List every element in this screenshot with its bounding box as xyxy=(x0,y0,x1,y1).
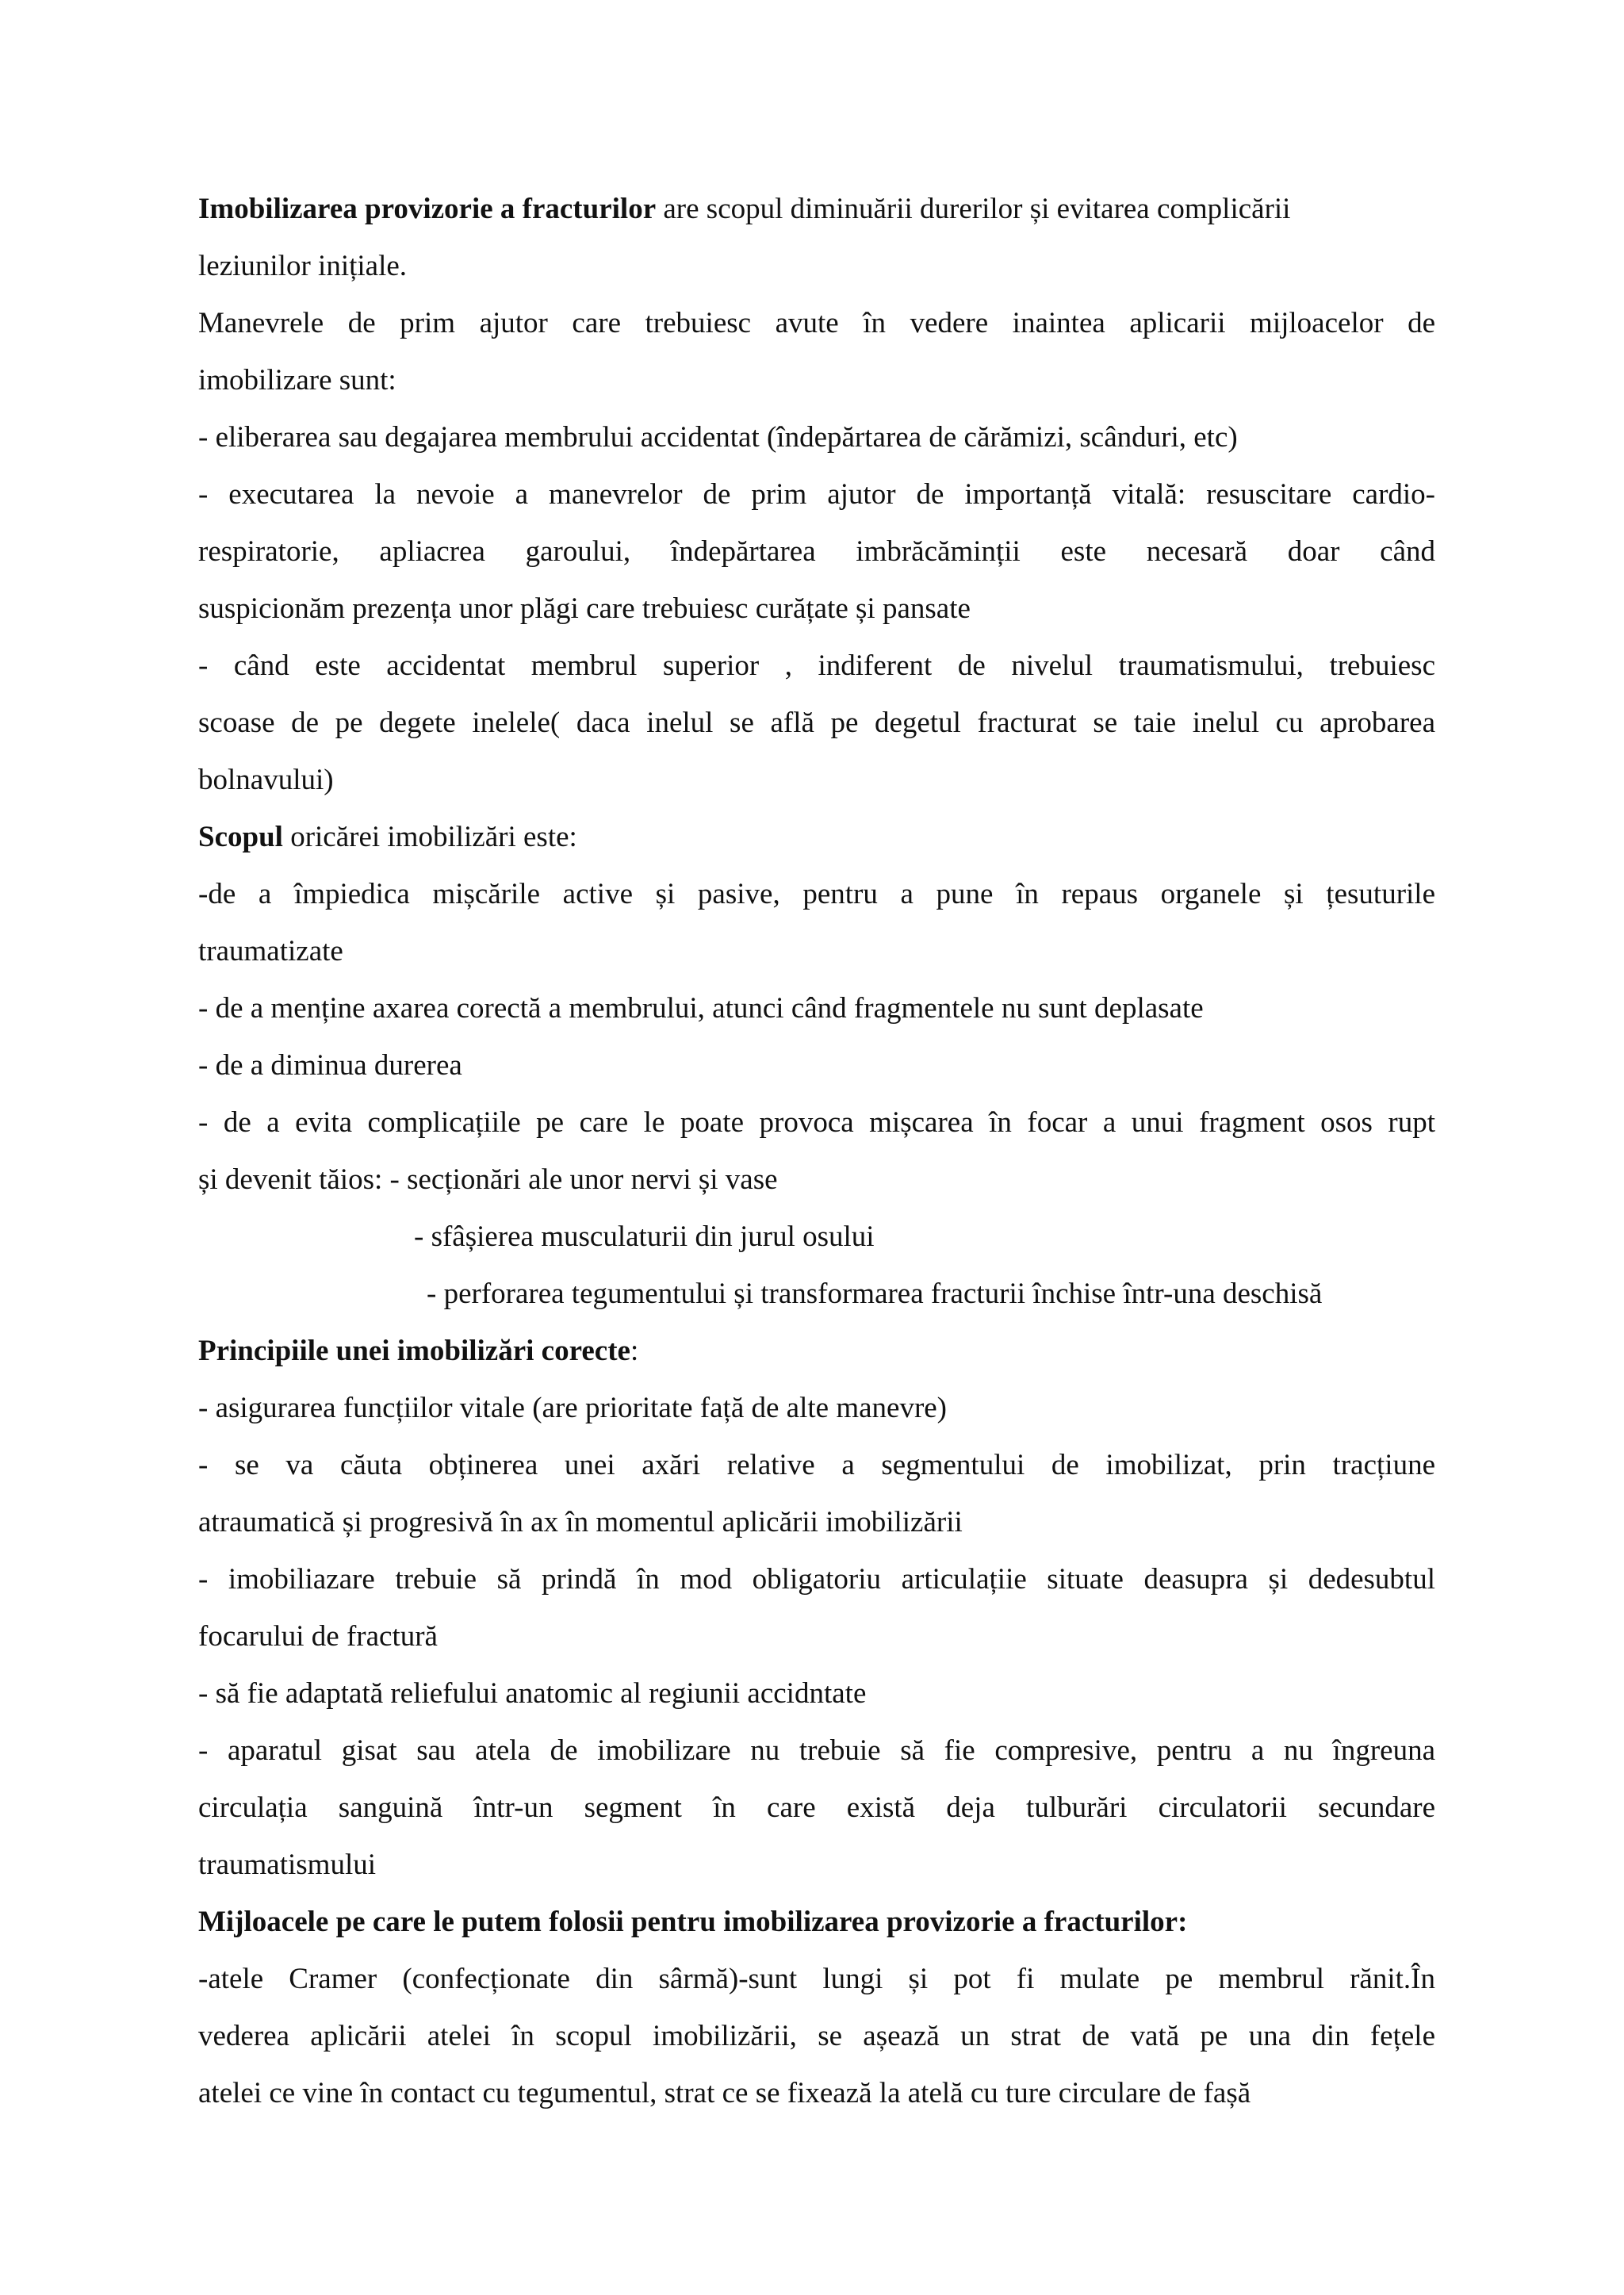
scop-heading xyxy=(198,818,1435,856)
scop-item-1-line-1: -de a împiedica mișcările active și pasive, pentru a pune în repaus organele și țesuturile xyxy=(198,878,1435,910)
list-item-eliberare: - eliberarea sau degajarea membrului accidentat (îndepărtarea de cărămizi, scânduri, etc) xyxy=(198,421,1238,454)
scop-item-4-line-2: și devenit tăios: - secționări ale unor nervi și vase xyxy=(198,1163,778,1196)
principii-item-5-line-3: traumatismului xyxy=(198,1849,377,1881)
principii-item-4: - să fie adaptată reliefului anatomic al regiunii accidntate xyxy=(198,1677,867,1710)
list-item-manevre-vitale-line-2: respiratorie, apliacrea garoului, îndepărtarea imbrăcăminții este necesară doar când xyxy=(198,535,1435,568)
principii-heading-colon: : xyxy=(630,1335,639,1367)
scop-item-2: - de a menține axarea corectă a membrului, atunci când fragmentele nu sunt deplasate xyxy=(198,992,1204,1025)
mijloace-line-3: atelei ce vine în contact cu tegumentul, strat ce se fixează la atelă cu ture circulare de fașă xyxy=(198,2077,1251,2109)
scop-item-1-line-2: traumatizate xyxy=(198,935,343,967)
paragraph-intro-line-2: leziunilor inițiale. xyxy=(198,250,408,282)
mijloace-line-2: vederea aplicării atelei în scopul imobilizării, se așează un strat de vată pe una din fețele xyxy=(198,2020,1435,2052)
scop-item-4-line-3: - sfâșierea musculaturii din jurul osului xyxy=(414,1220,875,1253)
mijloace-heading-bold: Mijloacele pe care le putem folosii pentru imobilizarea provizorie a fracturilor: xyxy=(198,1906,1188,1938)
principii-item-3-line-2: focarului de fractură xyxy=(198,1620,438,1653)
principii-item-5-line-1: - aparatul gisat sau atela de imobilizare nu trebuie să fie compresive, pentru a nu îngreuna xyxy=(198,1734,1435,1767)
principii-item-2-line-1: - se va căuta obținerea unei axări relative a segmentului de imobilizat, prin tracțiune xyxy=(198,1449,1435,1481)
principii-item-1: - asigurarea funcțiilor vitale (are prioritate față de alte manevre) xyxy=(198,1392,948,1424)
manevre-line-2: imobilizare sunt: xyxy=(198,364,396,397)
principii-heading-bold: Principiile unei imobilizări corecte xyxy=(198,1335,630,1367)
manevre-line-1: Manevrele de prim ajutor care trebuiesc avute în vedere inaintea aplicarii mijloacelor de xyxy=(198,307,1435,339)
principii-item-3-line-1: - imobiliazare trebuie să prindă în mod obligatoriu articulațiie situate deasupra și dedesubtul xyxy=(198,1563,1435,1596)
paragraph-intro-line-1 xyxy=(198,190,1435,228)
mijloace-heading xyxy=(198,1903,1435,1941)
mijloace-line-1: -atele Cramer (confecționate din sârmă)-sunt lungi și pot fi mulate pe membrul rănit.În xyxy=(198,1963,1435,1995)
principii-heading xyxy=(198,1332,1435,1370)
scop-heading-text: oricărei imobilizări este: xyxy=(282,821,577,853)
principii-item-5-line-2: circulația sanguină într-un segment în care există deja tulburări circulatorii secundare xyxy=(198,1791,1435,1824)
intro-heading: Imobilizarea provizorie a fracturilor xyxy=(198,193,657,225)
scop-item-4-line-4: - perforarea tegumentului și transformarea fracturii închise într-una deschisă xyxy=(427,1278,1323,1310)
scop-heading-bold: Scopul xyxy=(198,821,283,853)
scop-item-3: - de a diminua durerea xyxy=(198,1049,462,1082)
intro-text: are scopul diminuării durerilor și evitarea complicării xyxy=(656,193,1291,225)
list-item-membru-superior-line-2: scoase de pe degete inelele( daca inelul se află pe degetul fracturat se taie inelul cu aprobarea xyxy=(198,707,1435,739)
principii-item-2-line-2: atraumatică și progresivă în ax în momentul aplicării imobilizării xyxy=(198,1506,963,1538)
scop-item-4-line-1: - de a evita complicațiile pe care le poate provoca mișcarea în focar a unui fragment osos rupt xyxy=(198,1106,1435,1139)
list-item-manevre-vitale-line-3: suspicionăm prezența unor plăgi care trebuiesc curățate și pansate xyxy=(198,592,971,625)
list-item-membru-superior-line-3: bolnavului) xyxy=(198,764,334,796)
list-item-manevre-vitale-line-1: - executarea la nevoie a manevrelor de prim ajutor de importanță vitală: resuscitare cardio- xyxy=(198,478,1435,511)
list-item-membru-superior-line-1: - când este accidentat membrul superior , indiferent de nivelul traumatismului, trebuiesc xyxy=(198,649,1435,682)
